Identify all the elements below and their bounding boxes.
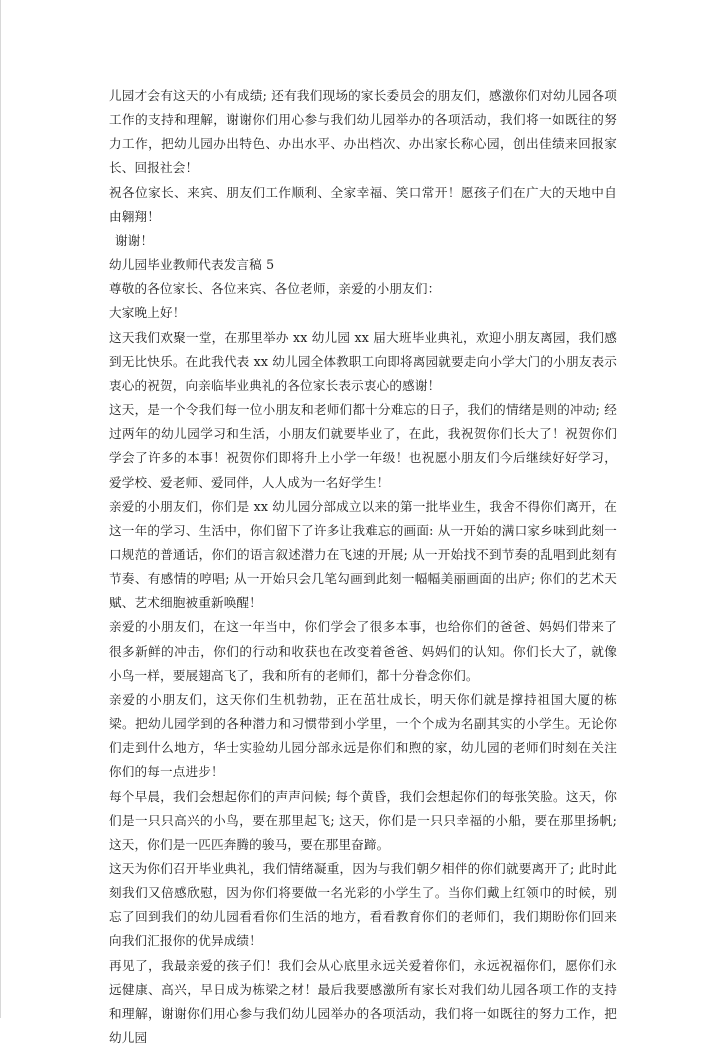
paragraph-9: 亲爱的小朋友们，你们是 xx 幼儿园分部成立以来的第一批毕业生，我舍不得你们离开，在这一年的学习、生活中，你们留下了许多让我难忘的画面: 从一开始的满口家乡味到此刻一口规范的普通话，你们的语言叙述潜力在飞速的开展; 从一开始找不到节奏的乱唱到此刻有节奏、有感情的哼唱; 从一开始只会几笔勾画到此刻一幅幅美丽画面的出庐; 你们的艺术天赋、艺术细胞被重新唤醒！ [109, 498, 617, 611]
section-title: 幼儿园毕业教师代表发言稿 5 [109, 257, 275, 273]
document-body [109, 84, 617, 1050]
paragraph-1: 儿园才会有这天的小有成绩; 还有我们现场的家长委员会的朋友们，感激你们对幼儿园各项工作的支持和理解，谢谢你们用心参与我们幼儿园举办的各项活动，我们将一如既往的努力工作，把幼儿园办出特色、办出水平、办出档次、办出家长称心园，创出佳绩来回报家长、回报社会！ [109, 88, 617, 176]
salutation: 尊敬的各位家长、各位来宾、各位老师，亲爱的小朋友们： [109, 281, 441, 297]
paragraph-14: 再见了，我最亲爱的孩子们！我们会从心底里永远关爱着你们，永远祝福你们，愿你们永远健康、高兴，早日成为栋梁之材！最后我要感激所有家长对我们幼儿园各项工作的支持和理解，谢谢你们用心参与我们幼儿园举办的各项活动，我们将一如既往的努力工作，把幼儿园 [109, 957, 617, 1046]
paragraph-12: 每个早晨，我们会想起你们的声声问候; 每个黄昏，我们会想起你们的每张笑脸。这天，你们是一只只高兴的小鸟，要在那里起飞; 这天，你们是一只只幸福的小船，要在那里扬帆; 这天，你们是一匹匹奔腾的骏马，要在那里奋蹄。 [109, 788, 617, 852]
greeting: 大家晚上好！ [109, 305, 186, 321]
paragraph-11: 亲爱的小朋友们，这天你们生机勃勃，正在茁壮成长，明天你们就是撑持祖国大厦的栋梁。把幼儿园学到的各种潜力和习惯带到小学里，一个个成为名副其实的小学生。无论你们走到什么地方，华士实验幼儿园分部永远是你们和煦的家，幼儿园的老师们时刻在关注你们的每一点进步！ [109, 691, 617, 780]
paragraph-10: 亲爱的小朋友们，在这一年当中，你们学会了很多本事，也给你们的爸爸、妈妈们带来了很多新鲜的冲击，你们的行动和收获也在改变着爸爸、妈妈们的认知。你们长大了，就像小鸟一样，要展翅高飞了，我和所有的老师们，都十分眷念你们。 [109, 619, 617, 683]
paragraph-13: 这天为你们召开毕业典礼，我们情绪凝重，因为与我们朝夕相伴的你们就要离开了; 此时此刻我们又倍感欣慰，因为你们将要做一名光彩的小学生了。当你们戴上红领巾的时候，别忘了回到我们的幼儿园看看你们生活的地方，看看教育你们的老师们，我们期盼你们回来向我们汇报你的优异成绩！ [109, 861, 617, 949]
paragraph-7: 这天我们欢聚一堂，在那里举办 xx 幼儿园 xx 届大班毕业典礼，欢迎小朋友离园，我们感到无比快乐。在此我代表 xx 幼儿园全体教职工向即将离园就要走向小学大门的小朋友表示衷心的祝贺，向亲临毕业典礼的各位家长表示衷心的感谢！ [109, 329, 617, 393]
paragraph-8: 这天，是一个令我们每一位小朋友和老师们都十分难忘的日子，我们的情绪是则的冲动; 经过两年的幼儿园学习和生活，小朋友们就要毕业了，在此，我祝贺你们长大了！祝贺你们学会了许多的本事！祝贺你们即将升上小学一年级！也祝愿小朋友们今后继续好好学习，爱学校、爱老师、爱同伴，人人成为一名好学生！ [109, 402, 617, 490]
thanks-line: 谢谢！ [115, 232, 154, 248]
paragraph-2: 祝各位家长、来宾、朋友们工作顺利、全家幸福、笑口常开！愿孩子们在广大的天地中自由翱翔！ [109, 184, 617, 224]
